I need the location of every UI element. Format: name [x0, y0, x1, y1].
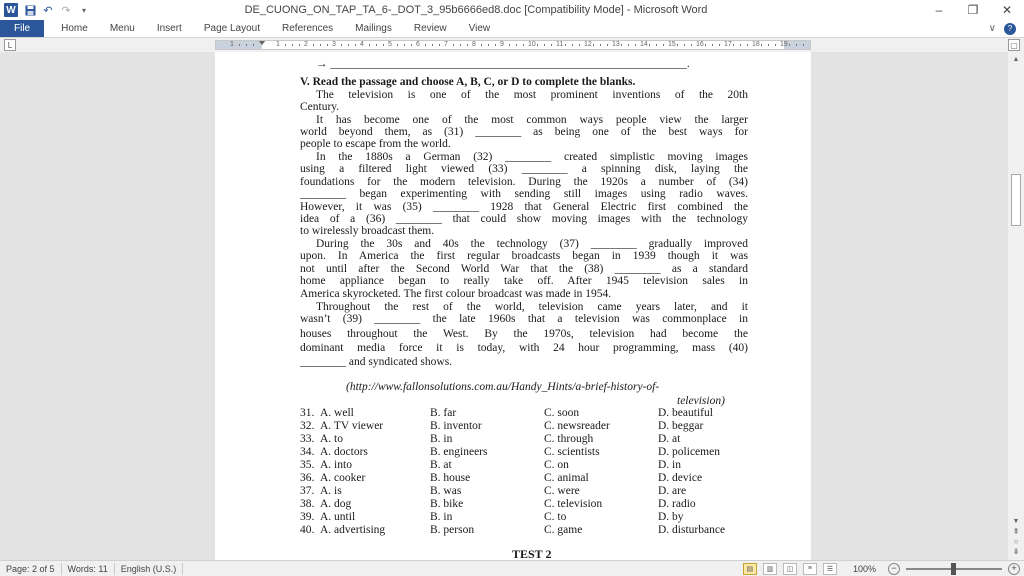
zoom-slider[interactable]	[906, 568, 1002, 570]
answer-option-c: C. newsreader	[544, 420, 610, 432]
answer-option-d: D. in	[658, 459, 681, 471]
answer-option-a: A. dog	[320, 498, 352, 510]
ruler-tick-mark	[572, 44, 573, 46]
question-number: 34.	[300, 446, 315, 458]
answer-option-d: D. device	[658, 472, 703, 484]
answer-option-b: B. house	[430, 472, 471, 484]
ruler-tick-mark	[453, 44, 454, 46]
ruler-label: 4	[360, 41, 364, 48]
answer-option-b: B. inventor	[430, 420, 482, 432]
close-button[interactable]: ✕	[1001, 3, 1013, 17]
ribbon-tabs	[0, 20, 1024, 38]
answer-option-b: B. person	[430, 524, 475, 536]
ruler-tick-mark	[579, 44, 580, 46]
ruler-tick-mark	[656, 44, 657, 46]
ruler-tick-mark	[495, 44, 496, 46]
ruler-tick-mark	[383, 44, 384, 46]
web-layout-icon[interactable]: ◫	[783, 563, 797, 575]
ruler-tick-mark	[719, 44, 720, 46]
question-number: 35.	[300, 459, 315, 471]
answer-option-a: A. is	[320, 485, 342, 497]
tab-file[interactable]: File	[0, 20, 44, 37]
undo-icon[interactable]: ↶	[43, 4, 53, 17]
citation-line-2: television)	[677, 395, 725, 407]
passage-line: During the 30s and 40s the technology (37) ________ gradually improved	[316, 238, 748, 250]
ruler-tick-mark	[544, 44, 545, 46]
passage-line: ________ began experimenting with sending still images using radio waves.	[300, 188, 748, 200]
tab-insert[interactable]: Insert	[156, 23, 182, 34]
ruler-tick-mark	[565, 44, 566, 46]
status-bar	[0, 560, 1024, 576]
passage-line: upon. In America the first regular broadcasts began in 1939 though it was	[300, 250, 748, 262]
passage-line: Throughout the rest of the world, television came years later, and it	[316, 301, 748, 313]
ruler-tick-mark	[663, 44, 664, 46]
ruler-label: 18	[752, 41, 760, 48]
ruler-tick-mark	[649, 44, 650, 46]
window-title: DE_CUONG_ON_TAP_TA_6-_DOT_3_95b6666ed8.doc [Compatibility Mode] - Microsoft Word	[244, 4, 708, 16]
tab-selector-icon[interactable]: L	[4, 39, 16, 51]
passage-line: ________ and syndicated shows.	[300, 356, 453, 368]
ruler-tick-mark	[523, 44, 524, 46]
question-number: 37.	[300, 485, 315, 497]
document-area[interactable]	[0, 52, 1008, 560]
tab-menu[interactable]: Menu	[109, 23, 135, 34]
outline-view-icon[interactable]: ≡	[803, 563, 817, 575]
tab-page-layout[interactable]: Page Layout	[203, 23, 261, 34]
question-number: 32.	[300, 420, 315, 432]
answer-option-b: B. far	[430, 407, 457, 419]
section-heading: V. Read the passage and choose A, B, C, or D to complete the blanks.	[300, 76, 636, 88]
tab-references[interactable]: References	[282, 23, 334, 34]
passage-line: home appliance began to really take off. After 1945 television sales in	[300, 275, 748, 287]
passage-line: In the 1880s a German (32) ________ created simplistic moving images	[316, 151, 748, 163]
scroll-thumb[interactable]	[1011, 174, 1021, 226]
ruler-tick-mark	[253, 44, 254, 46]
ruler-tick-mark	[621, 44, 622, 46]
horizontal-ruler[interactable]	[215, 40, 811, 50]
question-number: 39.	[300, 511, 315, 523]
ruler-label: 11	[556, 41, 564, 48]
title-bar	[0, 0, 1024, 20]
ruler-tick-mark	[775, 44, 776, 46]
passage-line: not until after the Second World War that the (38) ________ as a standard	[300, 263, 748, 275]
answer-option-a: A. advertising	[320, 524, 386, 536]
answer-option-d: D. beggar	[658, 420, 704, 432]
passage-line: people to escape from the world.	[300, 138, 451, 150]
ruler-tick-mark	[761, 44, 762, 46]
answer-option-c: C. game	[544, 524, 583, 536]
ruler-tick-mark	[411, 44, 412, 46]
answer-option-c: C. television	[544, 498, 603, 510]
ruler-tick-mark	[537, 44, 538, 46]
ruler-tick-mark	[432, 44, 433, 46]
ruler-label: 19	[780, 41, 788, 48]
answer-option-d: D. by	[658, 511, 684, 523]
passage-line: Century.	[300, 101, 340, 113]
help-icon[interactable]: ?	[1004, 23, 1016, 35]
passage-line: houses throughout the West. By the 1970s, television had become the	[300, 328, 748, 340]
scroll-up-icon[interactable]: ▲	[1012, 55, 1020, 63]
ruler-tick-mark	[285, 44, 286, 46]
previous-page-icon[interactable]: ⇞	[1012, 526, 1020, 536]
ruler-label: 12	[584, 41, 592, 48]
ruler-tick-mark	[628, 44, 629, 46]
ruler-label: 9	[500, 41, 504, 48]
ruler-tick-mark	[747, 44, 748, 46]
passage-line: However, it was (35) ________ 1928 that General Electric first combined the	[300, 201, 748, 213]
ruler-tick-mark	[467, 44, 468, 46]
answer-option-b: B. in	[430, 511, 453, 523]
ruler-label: 2	[304, 41, 308, 48]
word-logo-icon[interactable]: W	[4, 3, 18, 17]
ruler-label: 17	[724, 41, 732, 48]
ruler-label: 10	[528, 41, 536, 48]
page-count[interactable]: Page: 2 of 5	[0, 563, 62, 575]
ruler-tick-mark	[481, 44, 482, 46]
answer-option-c: C. animal	[544, 472, 589, 484]
answer-option-b: B. bike	[430, 498, 464, 510]
answer-option-d: D. beautiful	[658, 407, 713, 419]
window-controls	[922, 0, 1024, 20]
passage-line: dominant media force it is today, with 24 hour programming, mass (40)	[300, 342, 748, 354]
tab-review[interactable]: Review	[413, 23, 447, 34]
ruler-tick-mark	[239, 44, 240, 46]
ruler-label: 8	[472, 41, 476, 48]
language-status[interactable]: English (U.S.)	[115, 563, 184, 575]
question-number: 33.	[300, 433, 315, 445]
answer-option-c: C. through	[544, 433, 594, 445]
zoom-out-button[interactable]: −	[888, 563, 900, 575]
ruler-tick-mark	[439, 44, 440, 46]
ruler-tick-mark	[369, 44, 370, 46]
minimize-button[interactable]: –	[935, 3, 943, 17]
expand-ribbon-icon[interactable]: ∨	[988, 23, 996, 34]
answer-option-b: B. in	[430, 433, 453, 445]
first-line-indent-marker[interactable]	[258, 40, 266, 45]
ruler-tick-mark	[516, 44, 517, 46]
question-number: 31.	[300, 407, 315, 419]
answer-option-d: D. at	[658, 433, 681, 445]
passage-line: using a filtered light viewed (33) ________ a spinning disk, laying the	[300, 163, 748, 175]
passage-line: It has become one of the most common ways people view the larger	[316, 114, 748, 126]
redo-icon[interactable]: ↷	[61, 4, 71, 17]
ruler-tick-mark	[740, 44, 741, 46]
answer-option-c: C. scientists	[544, 446, 600, 458]
word-count[interactable]: Words: 11	[62, 563, 115, 575]
ruler-tick-mark	[677, 44, 678, 46]
ruler-tick-mark	[460, 44, 461, 46]
print-layout-view-icon[interactable]: ▤	[743, 563, 757, 575]
full-screen-reading-icon[interactable]: ▥	[763, 563, 777, 575]
ruler-tick-mark	[635, 44, 636, 46]
customize-qa-icon[interactable]: ▾	[81, 5, 86, 15]
zoom-in-button[interactable]: +	[1008, 563, 1020, 575]
question-number: 40.	[300, 524, 315, 536]
zoom-level[interactable]: 100%	[852, 563, 876, 574]
ruler-tick-mark	[593, 44, 594, 46]
ruler-tick-mark	[796, 44, 797, 46]
draft-view-icon[interactable]: ☰	[823, 563, 837, 575]
ruler-tick-mark	[551, 44, 552, 46]
ruler-label: 7	[444, 41, 448, 48]
answer-option-a: A. well	[320, 407, 354, 419]
ruler-label: 6	[416, 41, 420, 48]
ruler-tick-mark	[691, 44, 692, 46]
answer-option-b: B. at	[430, 459, 452, 471]
ruler-tick-mark	[299, 44, 300, 46]
citation-line-1: (http://www.fallonsolutions.com.au/Handy_Hints/a-brief-history-of-	[346, 381, 660, 393]
quick-access-toolbar	[0, 3, 110, 17]
ruler-tick-mark	[348, 44, 349, 46]
ruler-tick-mark	[607, 44, 608, 46]
question-number: 36.	[300, 472, 315, 484]
answer-option-a: A. until	[320, 511, 356, 523]
ruler-tick-mark	[320, 44, 321, 46]
answer-option-d: D. policemen	[658, 446, 720, 458]
ruler-label: 15	[668, 41, 676, 48]
ruler-tick-mark	[327, 44, 328, 46]
passage-line: foundations for the modern television. During the 1920s a number of (34)	[300, 176, 748, 188]
view-ruler-icon[interactable]: ▢	[1008, 39, 1020, 51]
ruler-tick-mark	[733, 44, 734, 46]
ruler-tick-mark	[404, 44, 405, 46]
passage-line: wasn’t (39) ________ the late 1960s that a television was commonplace in	[300, 313, 748, 325]
answer-option-c: C. on	[544, 459, 569, 471]
passage-line: America skyrocketed. The first colour broadcast was made in 1954.	[300, 288, 612, 300]
restore-button[interactable]: ❐	[967, 3, 979, 17]
ruler-label: 13	[612, 41, 620, 48]
question-number: 38.	[300, 498, 315, 510]
passage-line: The television is one of the most prominent inventions of the 20th	[316, 89, 748, 101]
test-2-heading: TEST 2	[512, 547, 552, 560]
ruler-tick-mark	[803, 44, 804, 46]
scroll-down-icon[interactable]: ▼	[1012, 517, 1020, 525]
ruler-tick-mark	[509, 44, 510, 46]
tab-home[interactable]: Home	[61, 23, 88, 34]
passage-line: world beyond them, as (31) ________ as being one of the best ways for	[300, 126, 748, 138]
vertical-scrollbar[interactable]	[1008, 52, 1024, 560]
ruler-label: 1	[276, 41, 280, 48]
passage-line: idea of a (36) ________ that could show moving images with the technology	[300, 213, 748, 225]
ruler-tick-mark	[292, 44, 293, 46]
zoom-slider-knob[interactable]	[951, 563, 956, 575]
ruler-tick-mark	[313, 44, 314, 46]
answer-option-a: A. cooker	[320, 472, 366, 484]
ruler-tick-mark	[705, 44, 706, 46]
answer-option-b: B. engineers	[430, 446, 488, 458]
ruler-label: 16	[696, 41, 704, 48]
save-icon[interactable]	[24, 4, 36, 16]
browse-object-icon[interactable]: ○	[1013, 536, 1019, 546]
ruler-label: 3	[332, 41, 336, 48]
passage-line: to wirelessly broadcast them.	[300, 225, 435, 237]
ruler-tick-mark	[341, 44, 342, 46]
ruler-tick-mark	[246, 44, 247, 46]
ruler-tick-mark	[425, 44, 426, 46]
next-page-icon[interactable]: ⇟	[1012, 546, 1020, 556]
ruler-label: 14	[640, 41, 648, 48]
ruler-tick-mark	[712, 44, 713, 46]
ruler-tick-mark	[355, 44, 356, 46]
answer-option-a: A. to	[320, 433, 343, 445]
tab-mailings[interactable]: Mailings	[355, 23, 392, 34]
ruler-tick-mark	[397, 44, 398, 46]
ruler-label: 5	[388, 41, 392, 48]
answer-option-c: C. were	[544, 485, 580, 497]
answer-option-c: C. soon	[544, 407, 580, 419]
answer-option-c: C. to	[544, 511, 567, 523]
arrow-answer-line: → ______________________________________________________________.	[316, 58, 690, 70]
tab-view[interactable]: View	[468, 23, 491, 34]
ruler-tick-mark	[488, 44, 489, 46]
answer-option-a: A. into	[320, 459, 352, 471]
ruler-tick-mark	[768, 44, 769, 46]
ruler-row	[0, 38, 1024, 52]
answer-option-a: A. TV viewer	[320, 420, 384, 432]
answer-option-b: B. was	[430, 485, 462, 497]
answer-option-a: A. doctors	[320, 446, 368, 458]
ruler-tick-mark	[789, 44, 790, 46]
ruler-label: 1	[230, 41, 234, 48]
answer-option-d: D. disturbance	[658, 524, 726, 536]
ruler-tick-mark	[684, 44, 685, 46]
answer-option-d: D. radio	[658, 498, 696, 510]
ruler-tick-mark	[600, 44, 601, 46]
answer-option-d: D. are	[658, 485, 687, 497]
ruler-tick-mark	[376, 44, 377, 46]
